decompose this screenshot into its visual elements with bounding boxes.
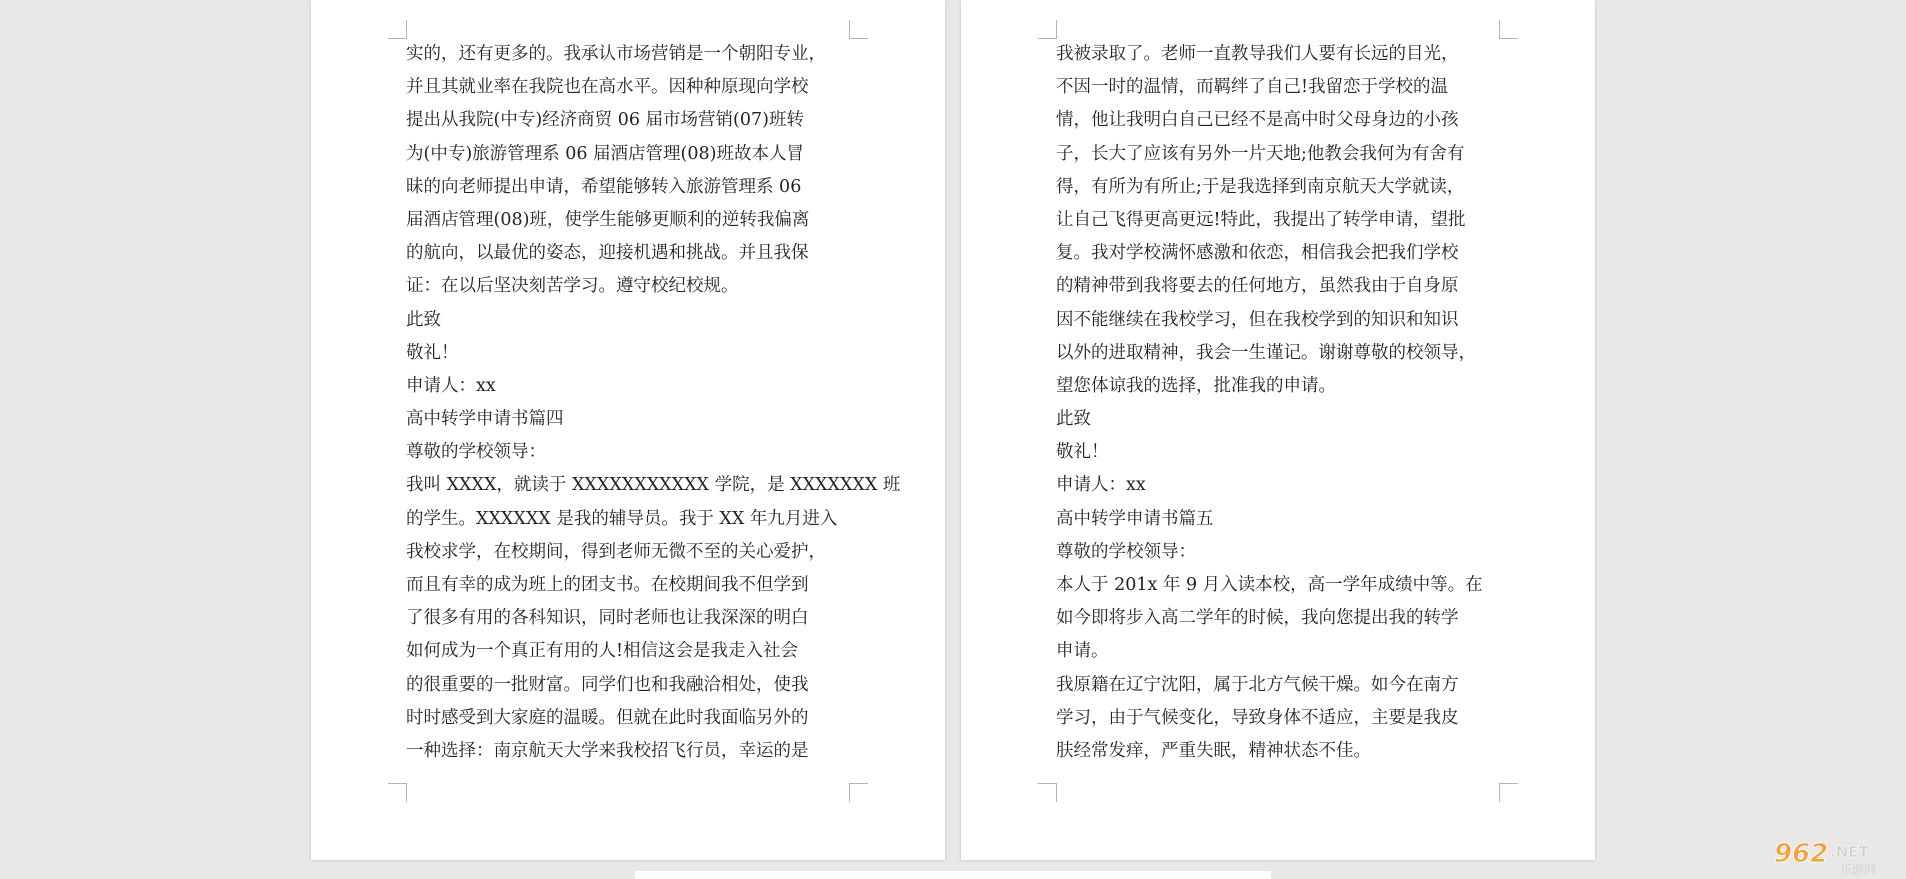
site-watermark-logo <box>1770 835 1898 877</box>
text-line: 不因一时的温情，而羁绊了自己!我留恋于学校的温 <box>1056 77 1449 98</box>
text-line: 我原籍在辽宁沈阳，属于北方气候干燥。如今在南方 <box>1056 674 1459 695</box>
text-line: 尊敬的学校领导： <box>406 442 546 463</box>
text-line: 此致 <box>406 309 441 330</box>
text-line: 子，长大了应该有另外一片天地;他教会我何为有舍有 <box>1056 143 1465 164</box>
text-line: 的精神带到我将要去的任何地方，虽然我由于自身原 <box>1056 276 1459 297</box>
text-line: 申请人：xx <box>406 375 496 396</box>
text-line: 情，他让我明白自己已经不是高中时父母身边的小孩 <box>1056 110 1459 131</box>
next-page-edge <box>635 871 1271 879</box>
text-line: 尊敬的学校领导： <box>1056 541 1196 562</box>
section-heading: 高中转学申请书篇四 <box>406 409 564 430</box>
text-line: 学习，由于气候变化，导致身体不适应，主要是我皮 <box>1056 707 1459 728</box>
text-line: 的很重要的一批财富。同学们也和我融洽相处，使我 <box>406 674 809 695</box>
margin-corner-mark <box>1038 783 1057 802</box>
margin-corner-mark <box>1499 20 1518 39</box>
text-line: 以外的进取精神，我会一生谨记。谢谢尊敬的校领导， <box>1056 342 1476 363</box>
text-line: 我被录取了。老师一直教导我们人要有长远的目光， <box>1056 44 1459 64</box>
text-line: 昧的向老师提出申请，希望能够转入旅游管理系 06 <box>406 176 802 197</box>
text-line: 证：在以后坚决刻苦学习。遵守校纪校规。 <box>406 276 739 297</box>
watermark-suffix: .NET <box>1830 843 1869 861</box>
text-line: 我叫 XXXX，就读于 XXXXXXXXXXX 学院，是 XXXXXXX 班 <box>406 475 901 496</box>
margin-corner-mark <box>1038 20 1057 39</box>
text-line: 肤经常发痒，严重失眠，精神状态不佳。 <box>1056 740 1371 761</box>
text-line: 让自己飞得更高更远!特此，我提出了转学申请，望批 <box>1056 209 1466 230</box>
watermark-number: 962 <box>1774 839 1829 869</box>
text-line: 的学生。XXXXXX 是我的辅导员。我于 XX 年九月进入 <box>406 508 838 529</box>
text-line: 实的，还有更多的。我承认市场营销是一个朝阳专业， <box>406 44 826 64</box>
document-page-right <box>961 0 1595 860</box>
text-line: 届酒店管理(08)班，使学生能够更顺利的逆转我偏离 <box>406 209 810 230</box>
text-line: 为(中专)旅游管理系 06 届酒店管理(08)班故本人冒 <box>406 143 804 164</box>
margin-corner-mark <box>849 783 868 802</box>
text-line: 得，有所为有所止;于是我选择到南京航天大学就读， <box>1056 176 1465 197</box>
text-line: 我校求学，在校期间，得到老师无微不至的关心爱护， <box>406 541 826 562</box>
page-text[interactable] <box>406 38 901 768</box>
text-line: 提出从我院(中专)经济商贸 06 届市场营销(07)班转 <box>406 110 804 131</box>
margin-corner-mark <box>388 783 407 802</box>
text-line: 了很多有用的各科知识，同时老师也让我深深的明白 <box>406 608 809 629</box>
margin-corner-mark <box>849 20 868 39</box>
text-line: 因不能继续在我校学习，但在我校学到的知识和知识 <box>1056 309 1459 330</box>
page-text[interactable] <box>1056 38 1496 768</box>
text-line: 并且其就业率在我院也在高水平。因种种原现向学校 <box>406 77 809 98</box>
margin-corner-mark <box>1499 783 1518 802</box>
text-line: 申请。 <box>1056 641 1109 662</box>
text-line: 如何成为一个真正有用的人!相信这会是我走入社会 <box>406 641 799 662</box>
text-line: 申请人：xx <box>1056 475 1146 496</box>
text-line: 复。我对学校满怀感激和依恋，相信我会把我们学校 <box>1056 243 1459 264</box>
text-line: 此致 <box>1056 409 1091 430</box>
text-line: 望您体谅我的选择，批准我的申请。 <box>1056 375 1336 396</box>
margin-corner-mark <box>388 20 407 39</box>
text-line: 一种选择：南京航天大学来我校招飞行员，幸运的是 <box>406 740 809 761</box>
text-line: 的航向，以最优的姿态，迎接机遇和挑战。并且我保 <box>406 243 809 264</box>
text-line: 本人于 201x 年 9 月入读本校，高一学年成绩中等。在 <box>1056 575 1483 595</box>
text-line: 敬礼！ <box>1056 442 1109 463</box>
section-heading: 高中转学申请书篇五 <box>1056 508 1214 529</box>
text-line: 敬礼！ <box>406 342 459 363</box>
text-line: 时时感受到大家庭的温暖。但就在此时我面临另外的 <box>406 707 809 728</box>
text-line: 而且有幸的成为班上的团支书。在校期间我不但学到 <box>406 575 809 595</box>
text-line: 如今即将步入高二学年的时候，我向您提出我的转学 <box>1056 608 1459 629</box>
watermark-site-name: 乐游网 <box>1840 863 1877 877</box>
document-page-left <box>311 0 945 860</box>
